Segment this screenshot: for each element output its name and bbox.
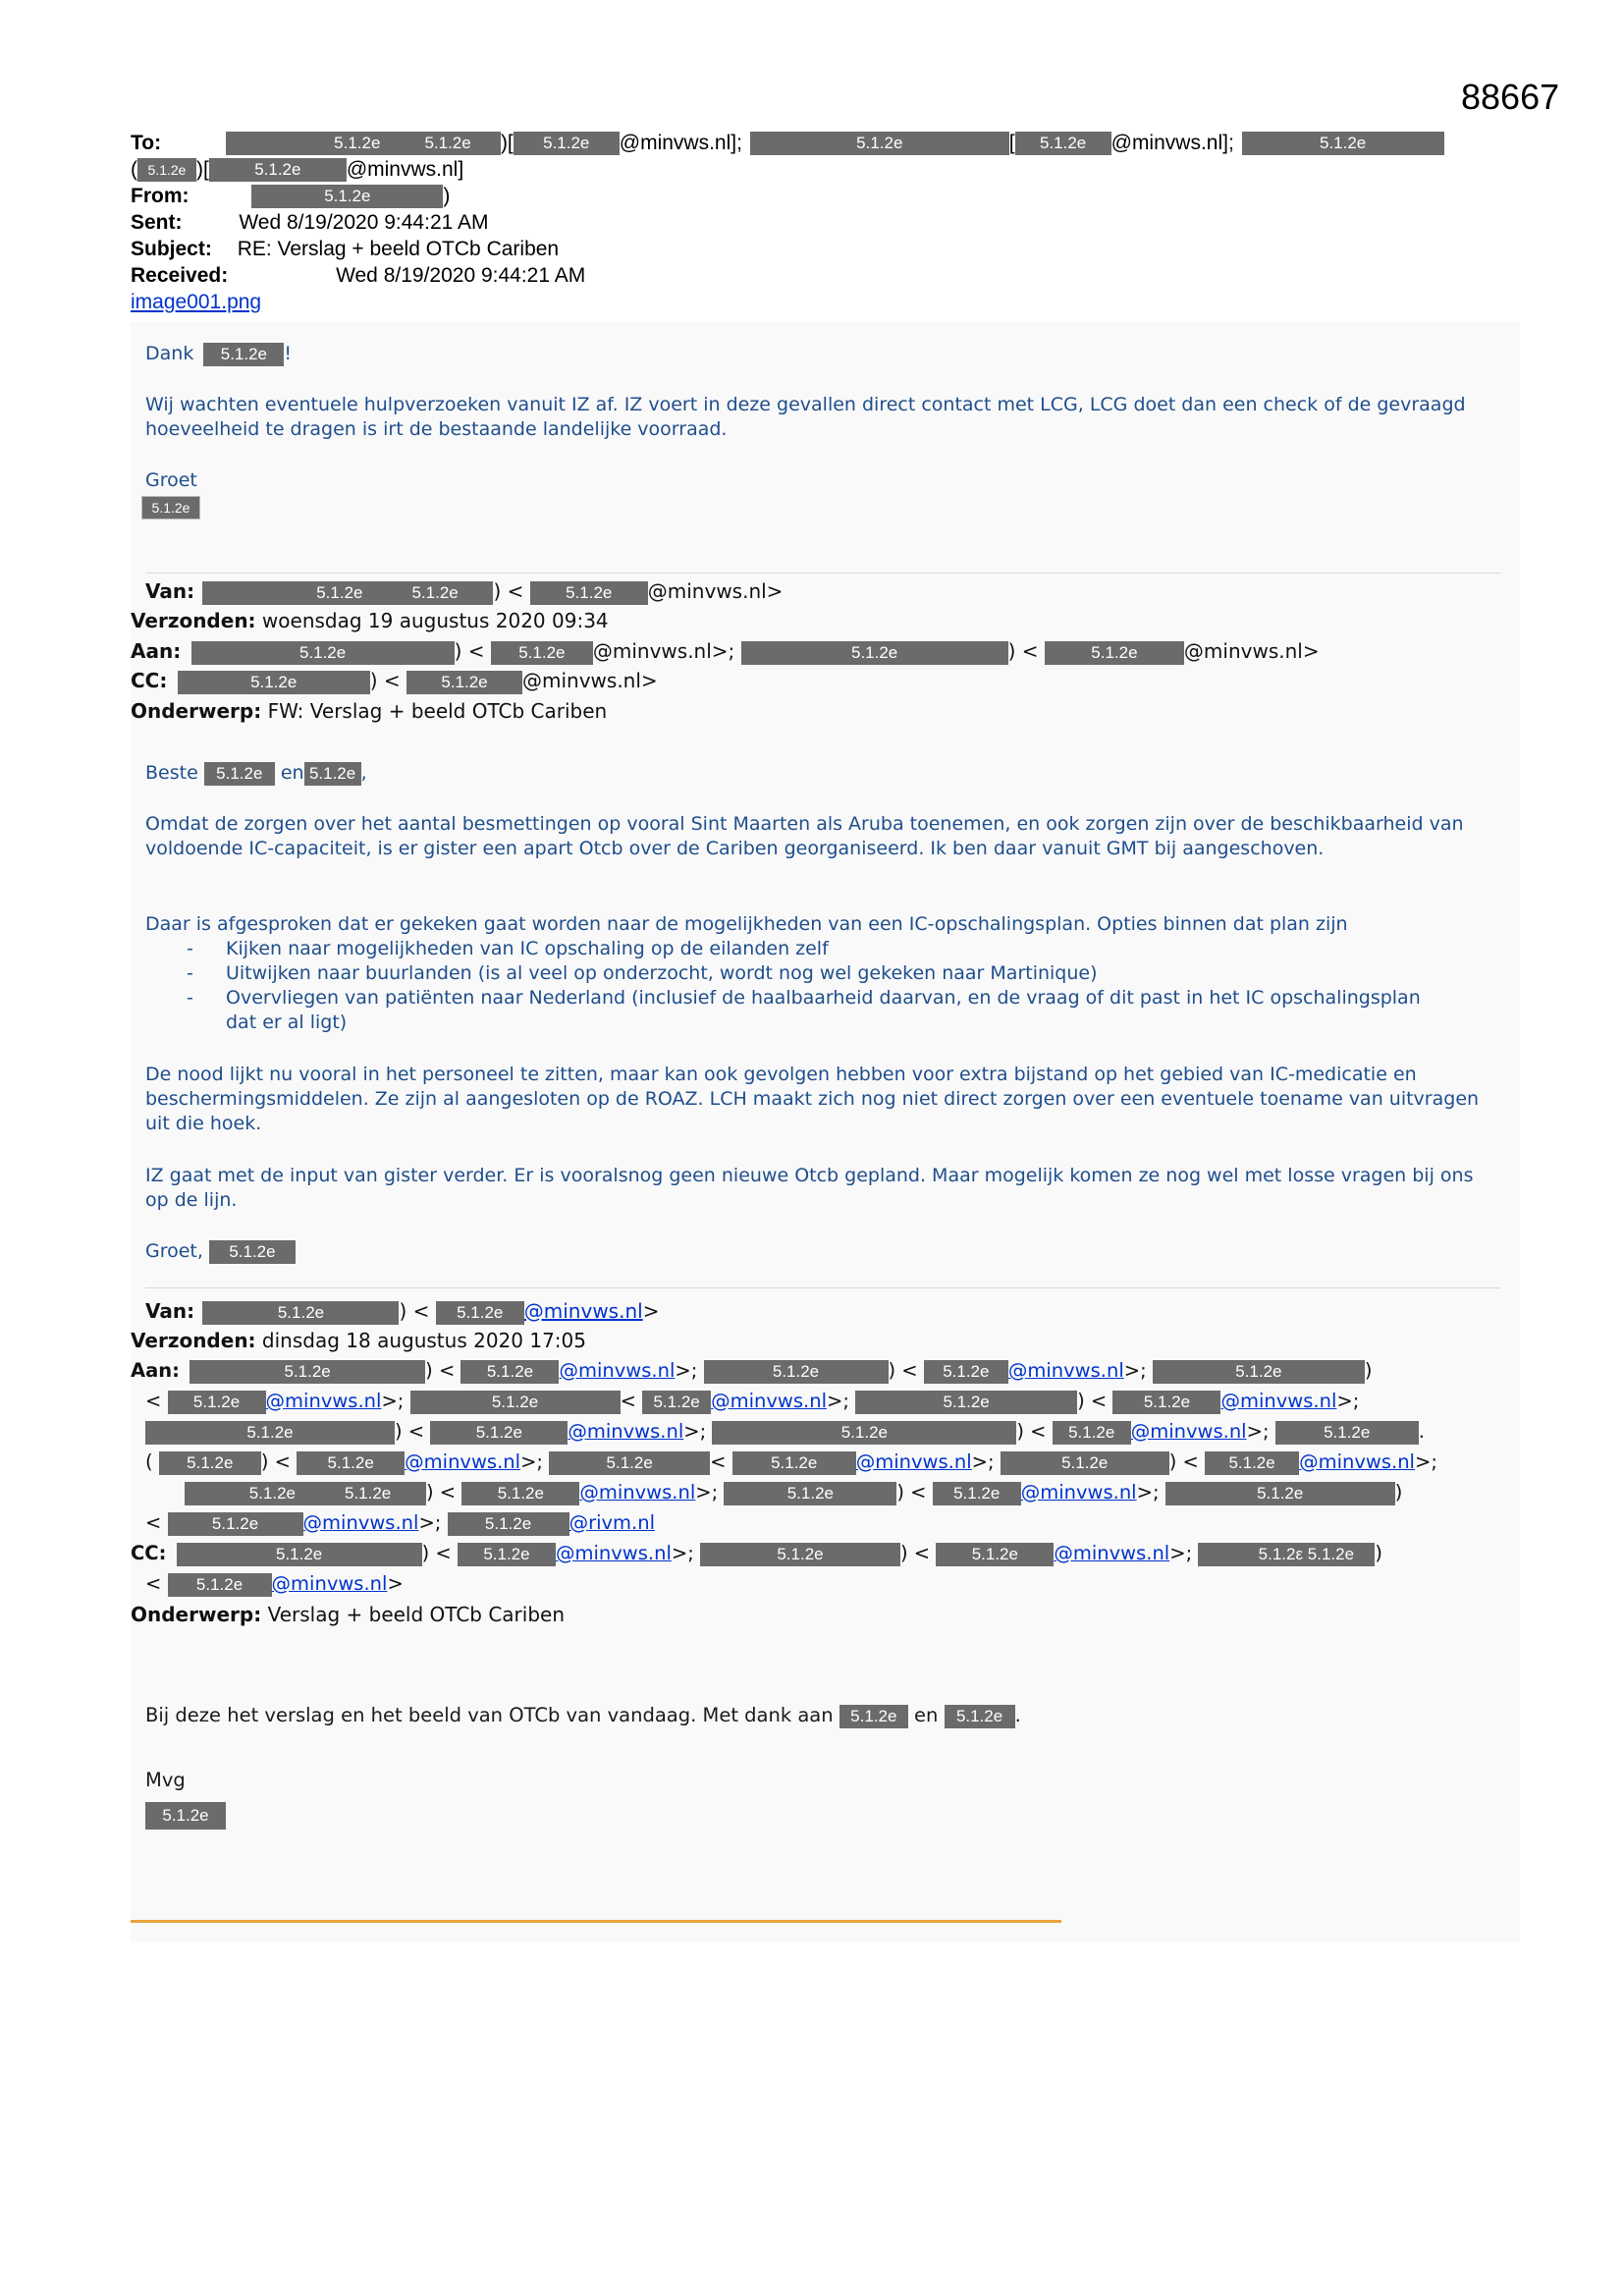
email-link[interactable]: @minvws.nl [711, 1390, 828, 1412]
separator [145, 573, 1500, 574]
redaction: 5.1.2e [191, 641, 455, 665]
verzonden-label: Verzonden: [131, 1329, 256, 1352]
attachment-line [131, 289, 261, 315]
subject-label: Subject: [131, 238, 212, 260]
msg2-onderwerp [131, 696, 607, 726]
redaction: 5.1.2e [406, 671, 522, 694]
redaction: 5.1.2e [145, 1802, 226, 1830]
aan-label: Aan: [131, 639, 182, 663]
comma: , [360, 762, 367, 784]
redaction: 5.1.2e [141, 496, 200, 519]
email-link[interactable]: @minvws.nl [1220, 1390, 1337, 1412]
msg3-closing: Mvg [145, 1769, 186, 1791]
redaction: 5.1.2e [945, 1705, 1015, 1728]
redaction: 5.1.2e [491, 641, 593, 665]
domain-text: @minvws.nl> [647, 579, 784, 603]
redaction: 5.1.2ε 5.1.2e [1198, 1543, 1375, 1566]
msg2-verzonden [131, 606, 609, 635]
received-value: Wed 8/19/2020 9:44:21 AM [336, 264, 586, 287]
domain-text: @minvws.nl] [346, 158, 464, 181]
redaction: 5.1.2e [209, 158, 347, 182]
verzonden-value: woensdag 19 augustus 2020 09:34 [261, 609, 609, 632]
received-line [131, 262, 585, 289]
received-label: Received: [131, 264, 229, 287]
msg3-aan-line-6: < 5.1.2e @minvws.nl>; 5.1.2e @rivm.nl [145, 1511, 656, 1534]
body-text: Bij deze het verslag en het beeld van OTCb van vandaag. Met dank aan [145, 1704, 834, 1726]
email-link[interactable]: @minvws.nl [302, 1511, 419, 1534]
redaction: 5.1.2e [203, 343, 284, 366]
reply-greeting: Groet [145, 469, 197, 491]
redaction: 5.1.2e [410, 1391, 621, 1414]
separator-text: ) < [1007, 639, 1039, 663]
greeting-text: Groet, [145, 1240, 203, 1262]
paragraph-text: Daar is afgesproken dat er gekeken gaat worden naar de mogelijkheden van een IC-opschalingsplan. Opties binnen dat plan zijn [145, 913, 1348, 935]
van-label: Van: [145, 1299, 195, 1323]
redaction: 5.1.2e [1275, 1421, 1419, 1445]
email-link[interactable]: @minvws.nl [523, 1299, 643, 1323]
email-link[interactable]: @minvws.nl [559, 1359, 676, 1382]
to-label: To: [131, 132, 162, 154]
bracket: )[ [196, 158, 209, 181]
redaction: 5.1.2e [1165, 1482, 1395, 1505]
and-text: en [280, 762, 304, 784]
redaction: 5.1.2e [177, 1543, 422, 1566]
redaction: 5.1.2e [1015, 132, 1111, 155]
exclaim: ! [284, 343, 292, 364]
separator-text: ) < [369, 669, 401, 692]
redaction: 5.1.2e [839, 1705, 908, 1728]
redaction: 5.1.2e [178, 671, 370, 694]
bullet-item: - Kijken naar mogelijkheden van IC opschaling op de eilanden zelf [145, 937, 1510, 961]
verzonden-value: dinsdag 18 augustus 2020 17:05 [261, 1329, 586, 1352]
onderwerp-label: Onderwerp: [131, 1603, 262, 1626]
redaction: 5.1.2e [1153, 1360, 1365, 1384]
subject-line [131, 236, 559, 262]
sent-line [131, 209, 488, 236]
to-line-cont [131, 156, 463, 183]
cc-label: CC: [131, 1542, 167, 1564]
redaction: 5.1.2e [204, 762, 275, 786]
verzonden-label: Verzonden: [131, 609, 256, 632]
redaction: 5.1.2e [741, 641, 1008, 665]
redaction: 5.1.2e [436, 1301, 524, 1325]
email-link[interactable]: @minvws.nl [1299, 1450, 1415, 1473]
redaction: 5.1.2e [461, 1482, 579, 1505]
msg2-cc [131, 666, 658, 695]
onderwerp-label: Onderwerp: [131, 699, 262, 723]
domain-text: @minvws.nl]; [619, 132, 742, 154]
redaction: 5.1.2e [430, 1421, 568, 1445]
msg2-paragraph-3: De nood lijkt nu vooral in het personeel te zitten, maar kan ook gevolgen hebben voor extra bijstand op het gebied van IC-medicatie en beschermingsmiddelen. Ze zijn al aangesloten op de ROAZ. LCH maakt zich nog niet direct zorgen over een eventuele toename van uitvragen uit die hoek. [145, 1064, 1480, 1134]
redaction: 5.1.2e [936, 1543, 1054, 1566]
redaction: 5.1.2e [1112, 1391, 1220, 1414]
separator-text: ) < [493, 579, 524, 603]
email-link[interactable]: @minvws.nl [1007, 1359, 1124, 1382]
document-number: 88667 [1461, 77, 1560, 117]
redaction: 5.1.2e [304, 762, 361, 786]
bracket: [ [1008, 132, 1015, 154]
msg2-paragraph-1: Omdat de zorgen over het aantal besmettingen op vooral Sint Maarten als Aruba toenemen, en ook zorgen zijn over de beschikbaarheid van voldoende IC-capaciteit, is er gister een apart Otcb over de Cariben georganiseerd. Ik ben daar vanuit GMT bij aangeschoven. [145, 813, 1464, 859]
redaction: 5.1.2e [458, 1543, 556, 1566]
msg3-body [145, 1703, 1021, 1728]
redaction: 5.1.2e [145, 1421, 395, 1445]
onderwerp-value: FW: Verslag + beeld OTCb Cariben [267, 699, 608, 723]
bullet-item: - Overvliegen van patiënten naar Nederland (inclusief de haalbaarheid daarvan, en de vraag of dit past in het IC opschalingsplan dat er al ligt) [145, 986, 1510, 1035]
redaction: 5.1.2e [700, 1543, 900, 1566]
email-link[interactable]: @minvws.nl [1130, 1420, 1247, 1443]
thanks-text: Dank [145, 343, 194, 364]
redaction: 5.1.2e [642, 1391, 711, 1414]
cc-label: CC: [131, 669, 168, 692]
redaction: 5.1.2e [712, 1421, 1016, 1445]
bullet-text: Overvliegen van patiënten naar Nederland (inclusief de haalbaarheid daarvan, en de vraag of dit past in het IC opschalingsplan dat er al ligt) [226, 987, 1421, 1033]
reply-thanks [145, 342, 292, 366]
redaction: 5.1.2e [530, 581, 648, 605]
domain-text: @minvws.nl> [522, 669, 658, 692]
domain-text: @minvws.nl> [1183, 639, 1320, 663]
msg2-greeting [145, 1239, 296, 1264]
orange-divider [131, 1920, 1061, 1923]
attachment-link[interactable]: image001.png [131, 291, 262, 313]
redaction: 5.1.2e [924, 1360, 1008, 1384]
redaction: 5.1.2e [202, 1301, 399, 1325]
msg3-van: Van: 5.1.2e ) < 5.1.2e @minvws.nl> [145, 1299, 660, 1323]
redaction: 5.1.2e [549, 1451, 710, 1475]
msg3-aan-line-3: 5.1.2e ) < 5.1.2e @minvws.nl>; 5.1.2e ) < 5.1.2e @minvws.nl>; 5.1.2e . [145, 1417, 1425, 1447]
domain-text: @minvws.nl>; [592, 639, 735, 663]
msg2-paragraph-4: IZ gaat met de input van gister verder. Er is vooralsnog geen nieuwe Otcb gepland. Maar mogelijk komen ze nog wel met losse vragen bij ons op de lijn. [145, 1165, 1474, 1211]
redaction: 5.1.2e [724, 1482, 896, 1505]
redaction: 5.1.2e [704, 1360, 889, 1384]
msg3-onderwerp [131, 1600, 565, 1629]
redaction: 5.1.2e [168, 1573, 272, 1597]
sent-label: Sent: [131, 211, 183, 234]
redaction: 5.1.2e [750, 132, 1009, 155]
email-link[interactable]: @minvws.nl [271, 1572, 388, 1595]
email-link[interactable]: @minvws.nl [405, 1450, 521, 1473]
msg2-salutation [145, 761, 367, 786]
and-text: en [914, 1704, 939, 1726]
period: . [1014, 1704, 1021, 1726]
redaction: 5.1.2e [1205, 1451, 1299, 1475]
bullet-text: Uitwijken naar buurlanden (is al veel op onderzocht, wordt nog wel gekeken naar Martinique) [226, 962, 1098, 984]
redaction: 5.1.2e [297, 1451, 405, 1475]
redaction: 5.1.2e 5.1.2e [185, 1482, 426, 1505]
msg3-aan-line-5: 5.1.2e 5.1.2e ) < 5.1.2e @minvws.nl>; 5.1.2e ) < 5.1.2e @minvws.nl>; 5.1.2e ) [185, 1478, 1402, 1507]
redaction: 5.1.2e 5.1.2e [202, 581, 493, 605]
email-link[interactable]: @rivm.nl [568, 1511, 656, 1534]
email-link[interactable]: @minvws.nl [855, 1450, 972, 1473]
redaction: 5.1.2e [933, 1482, 1021, 1505]
redaction: 5.1.2e [460, 1360, 559, 1384]
redaction: 5.1.2e [209, 1240, 296, 1264]
bracket: )[ [500, 132, 514, 154]
msg3-signature [145, 1802, 226, 1830]
separator [145, 1287, 1500, 1288]
to-line [131, 130, 1444, 156]
email-link[interactable]: @minvws.nl [1054, 1542, 1170, 1564]
van-label: Van: [145, 579, 195, 603]
msg3-cc-line-1: CC: 5.1.2e ) < 5.1.2e @minvws.nl>; 5.1.2e ) < 5.1.2e @minvws.nl>; 5.1.2ε 5.1.2e ) [131, 1542, 1382, 1564]
email-link[interactable]: @minvws.nl [579, 1481, 696, 1503]
msg3-aan-line-2: < 5.1.2e @minvws.nl>; 5.1.2e < 5.1.2e @minvws.nl>; 5.1.2e ) < 5.1.2e @minvws.nl>; [145, 1390, 1360, 1412]
reply-signature [141, 496, 200, 519]
redaction: 5.1.2e 5.1.2e [226, 132, 501, 155]
subject-value: RE: Verslag + beeld OTCb Cariben [237, 238, 560, 260]
redaction: 5.1.2e [732, 1451, 856, 1475]
sent-value: Wed 8/19/2020 9:44:21 AM [239, 211, 489, 234]
redaction: 5.1.2e [448, 1512, 569, 1536]
redaction: 5.1.2e [514, 132, 620, 155]
msg3-aan-line-1: Aan: 5.1.2e ) < 5.1.2e @minvws.nl>; 5.1.2e ) < 5.1.2e @minvws.nl>; 5.1.2e ) [131, 1359, 1373, 1382]
email-link[interactable]: @minvws.nl [555, 1542, 672, 1564]
msg3-aan-line-4: ( 5.1.2e ) < 5.1.2e @minvws.nl>; 5.1.2e < 5.1.2e @minvws.nl>; 5.1.2e ) < 5.1.2e @minvws.nl>; [145, 1450, 1437, 1473]
domain-text: @minvws.nl]; [1110, 132, 1234, 154]
redaction: 5.1.2e [1045, 641, 1184, 665]
paren: ( [131, 158, 137, 181]
onderwerp-value: Verslag + beeld OTCb Cariben [267, 1603, 566, 1626]
email-link[interactable]: @minvws.nl [265, 1390, 382, 1412]
redaction: 5.1.2e [168, 1391, 266, 1414]
paren: ) [443, 185, 451, 207]
email-link[interactable]: @minvws.nl [568, 1420, 684, 1443]
aan-label: Aan: [131, 1359, 180, 1382]
salutation-text: Beste [145, 762, 198, 784]
bullet-item: - Uitwijken naar buurlanden (is al veel op onderzocht, wordt nog wel gekeken naar Martinique) [145, 961, 1510, 986]
msg3-verzonden [131, 1326, 586, 1355]
redaction: 5.1.2e [1242, 132, 1444, 155]
msg3-cc-line-2: < 5.1.2e @minvws.nl> [145, 1572, 404, 1595]
redaction: 5.1.2e [189, 1360, 425, 1384]
email-link[interactable]: @minvws.nl [1020, 1481, 1137, 1503]
redaction: 5.1.2e [855, 1391, 1077, 1414]
bullet-text: Kijken naar mogelijkheden van IC opschaling op de eilanden zelf [226, 938, 829, 959]
from-label: From: [131, 185, 189, 207]
msg2-paragraph-2 [145, 912, 1510, 1035]
separator-text: ) < [454, 639, 485, 663]
redaction: 5.1.2e [1053, 1421, 1131, 1445]
from-line [131, 183, 450, 209]
redaction: 5.1.2e [251, 185, 443, 208]
redaction: 5.1.2e [159, 1451, 261, 1475]
redaction: 5.1.2e [168, 1512, 303, 1536]
redaction: 5.1.2e [1001, 1451, 1169, 1475]
redaction: 5.1.2e [137, 158, 196, 182]
separator-text: ) < [399, 1299, 430, 1323]
msg2-aan [131, 636, 1320, 666]
msg2-van [145, 576, 783, 606]
reply-paragraph: Wij wachten eventuele hulpverzoeken vanuit IZ af. IZ voert in deze gevallen direct contact met LCG, LCG doet dan een check of de gevraagd hoeveelheid te dragen is irt de bestaande landelijke voorraad. [145, 394, 1466, 440]
